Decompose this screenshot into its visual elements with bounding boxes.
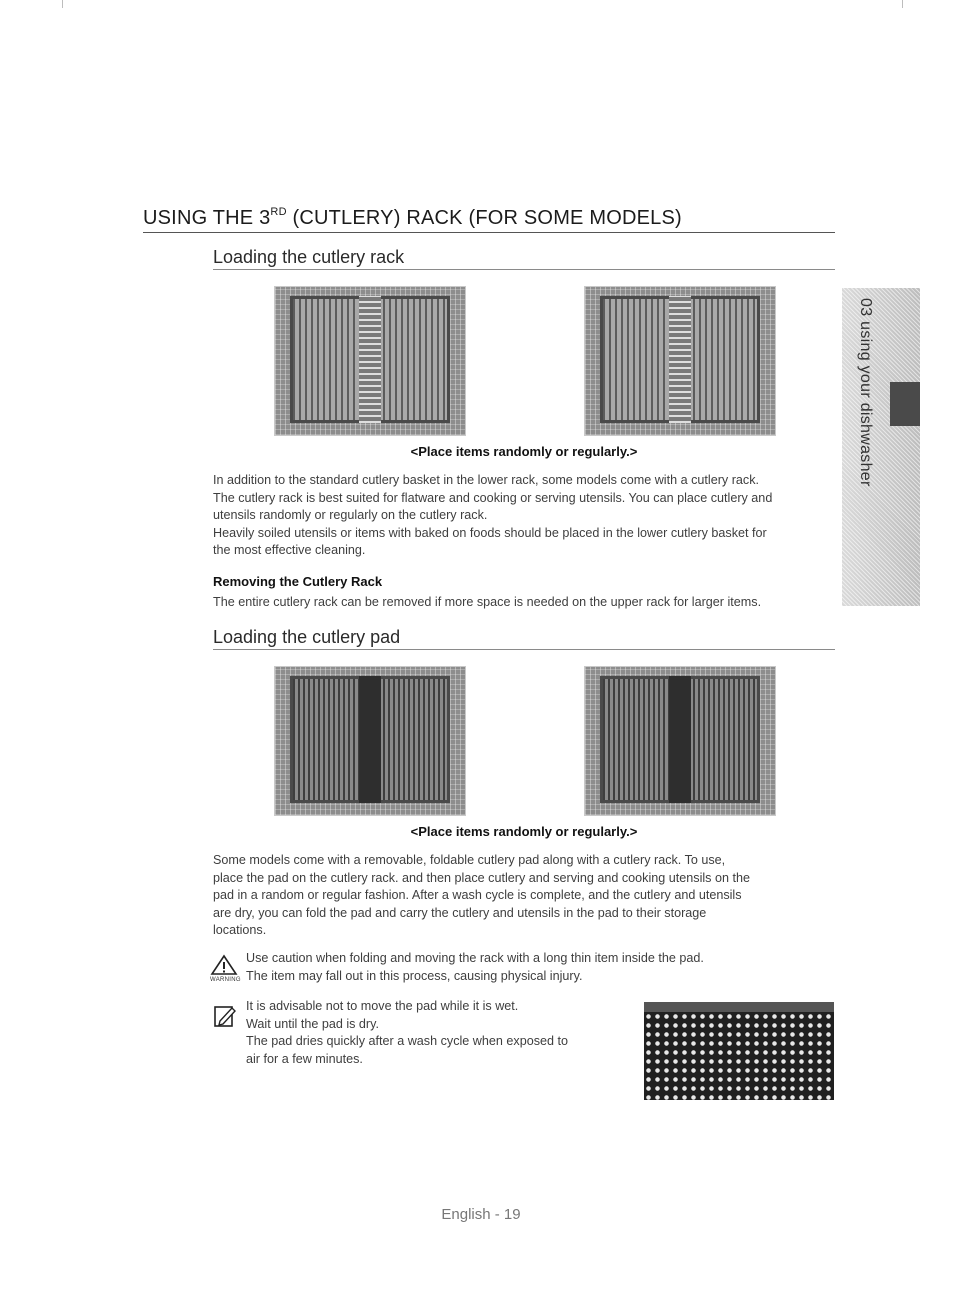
note-text [246, 998, 626, 1068]
text-line: In addition to the standard cutlery basket in the lower rack, some models come with a cutlery rack. [213, 473, 759, 487]
text-line: the most effective cleaning. [213, 543, 366, 558]
cutlery-rack-random-photo [274, 286, 466, 436]
pad-photo-caption: <Place items randomly or regularly.> [410, 824, 638, 839]
pad-center-strip [359, 676, 382, 803]
text-line: utensils randomly or regularly on the cutlery rack. [213, 508, 488, 523]
text-line: Heavily soiled utensils or items with baked on foods should be placed in the lower cutlery basket for [213, 525, 767, 540]
text-line: Wait until the pad is dry. [246, 1016, 379, 1031]
text-line: air for a few minutes. [246, 1051, 363, 1066]
basket-mesh [644, 1012, 834, 1100]
text-line: It is advisable not to move the pad while it is wet. [246, 999, 519, 1013]
text-line: Some models come with a removable, foldable cutlery pad along with a cutlery rack. To use, [213, 853, 726, 867]
text-line: The pad dries quickly after a wash cycle when exposed to [246, 1034, 569, 1049]
text-line: Use caution when folding and moving the rack with a long thin item inside the pad. [246, 951, 704, 965]
rack-heading: Loading the cutlery rack [213, 246, 835, 270]
chapter-tab-label: 03 using your dishwasher [857, 298, 874, 487]
section-title [143, 200, 835, 233]
section-title-prefix: USING THE 3 [143, 207, 271, 229]
folded-pad-basket-photo [644, 1002, 834, 1100]
cutlery-pad-random-photo [274, 666, 466, 816]
section-title-suffix: (CUTLERY) RACK (FOR SOME MODELS) [286, 207, 682, 229]
crop-mark-right [902, 0, 903, 8]
warning-label: WARNING [210, 977, 241, 983]
chapter-tab-marker [890, 382, 920, 426]
note-pencil-icon [213, 1004, 237, 1028]
pad-description [213, 852, 843, 940]
pad-center-strip [669, 676, 692, 803]
rack-center-strip [359, 296, 382, 423]
chapter-side-tab [842, 288, 920, 606]
removing-rack-text: The entire cutlery rack can be removed if more space is needed on the upper rack for larger items. [213, 595, 762, 609]
rack-center-strip [669, 296, 692, 423]
cutlery-rack-regular-photo [584, 286, 776, 436]
text-line: place the pad on the cutlery rack. and then place cutlery and serving and cooking utensils on the [213, 870, 750, 885]
rack-photo-caption: <Place items randomly or regularly.> [410, 444, 638, 459]
text-line: are dry, you can fold the pad and carry the cutlery and utensils in the pad to their storage [213, 905, 707, 920]
cutlery-pad-regular-photo [584, 666, 776, 816]
pad-heading: Loading the cutlery pad [213, 626, 835, 650]
crop-mark-left [62, 0, 63, 8]
warning-text [246, 950, 806, 985]
text-line: The cutlery rack is best suited for flatware and cooking or serving utensils. You can place cutlery and [213, 490, 773, 505]
text-line: pad in a random or regular fashion. After a wash cycle is complete, and the cutlery and utensils [213, 888, 742, 903]
text-line: locations. [213, 923, 267, 938]
text-line: The item may fall out in this process, causing physical injury. [246, 968, 583, 983]
section-title-superscript: RD [270, 206, 287, 218]
removing-rack-heading: Removing the Cutlery Rack [213, 574, 383, 589]
page-number: English - 19 [441, 1206, 521, 1223]
warning-triangle-icon [210, 954, 238, 976]
rack-description [213, 472, 838, 560]
